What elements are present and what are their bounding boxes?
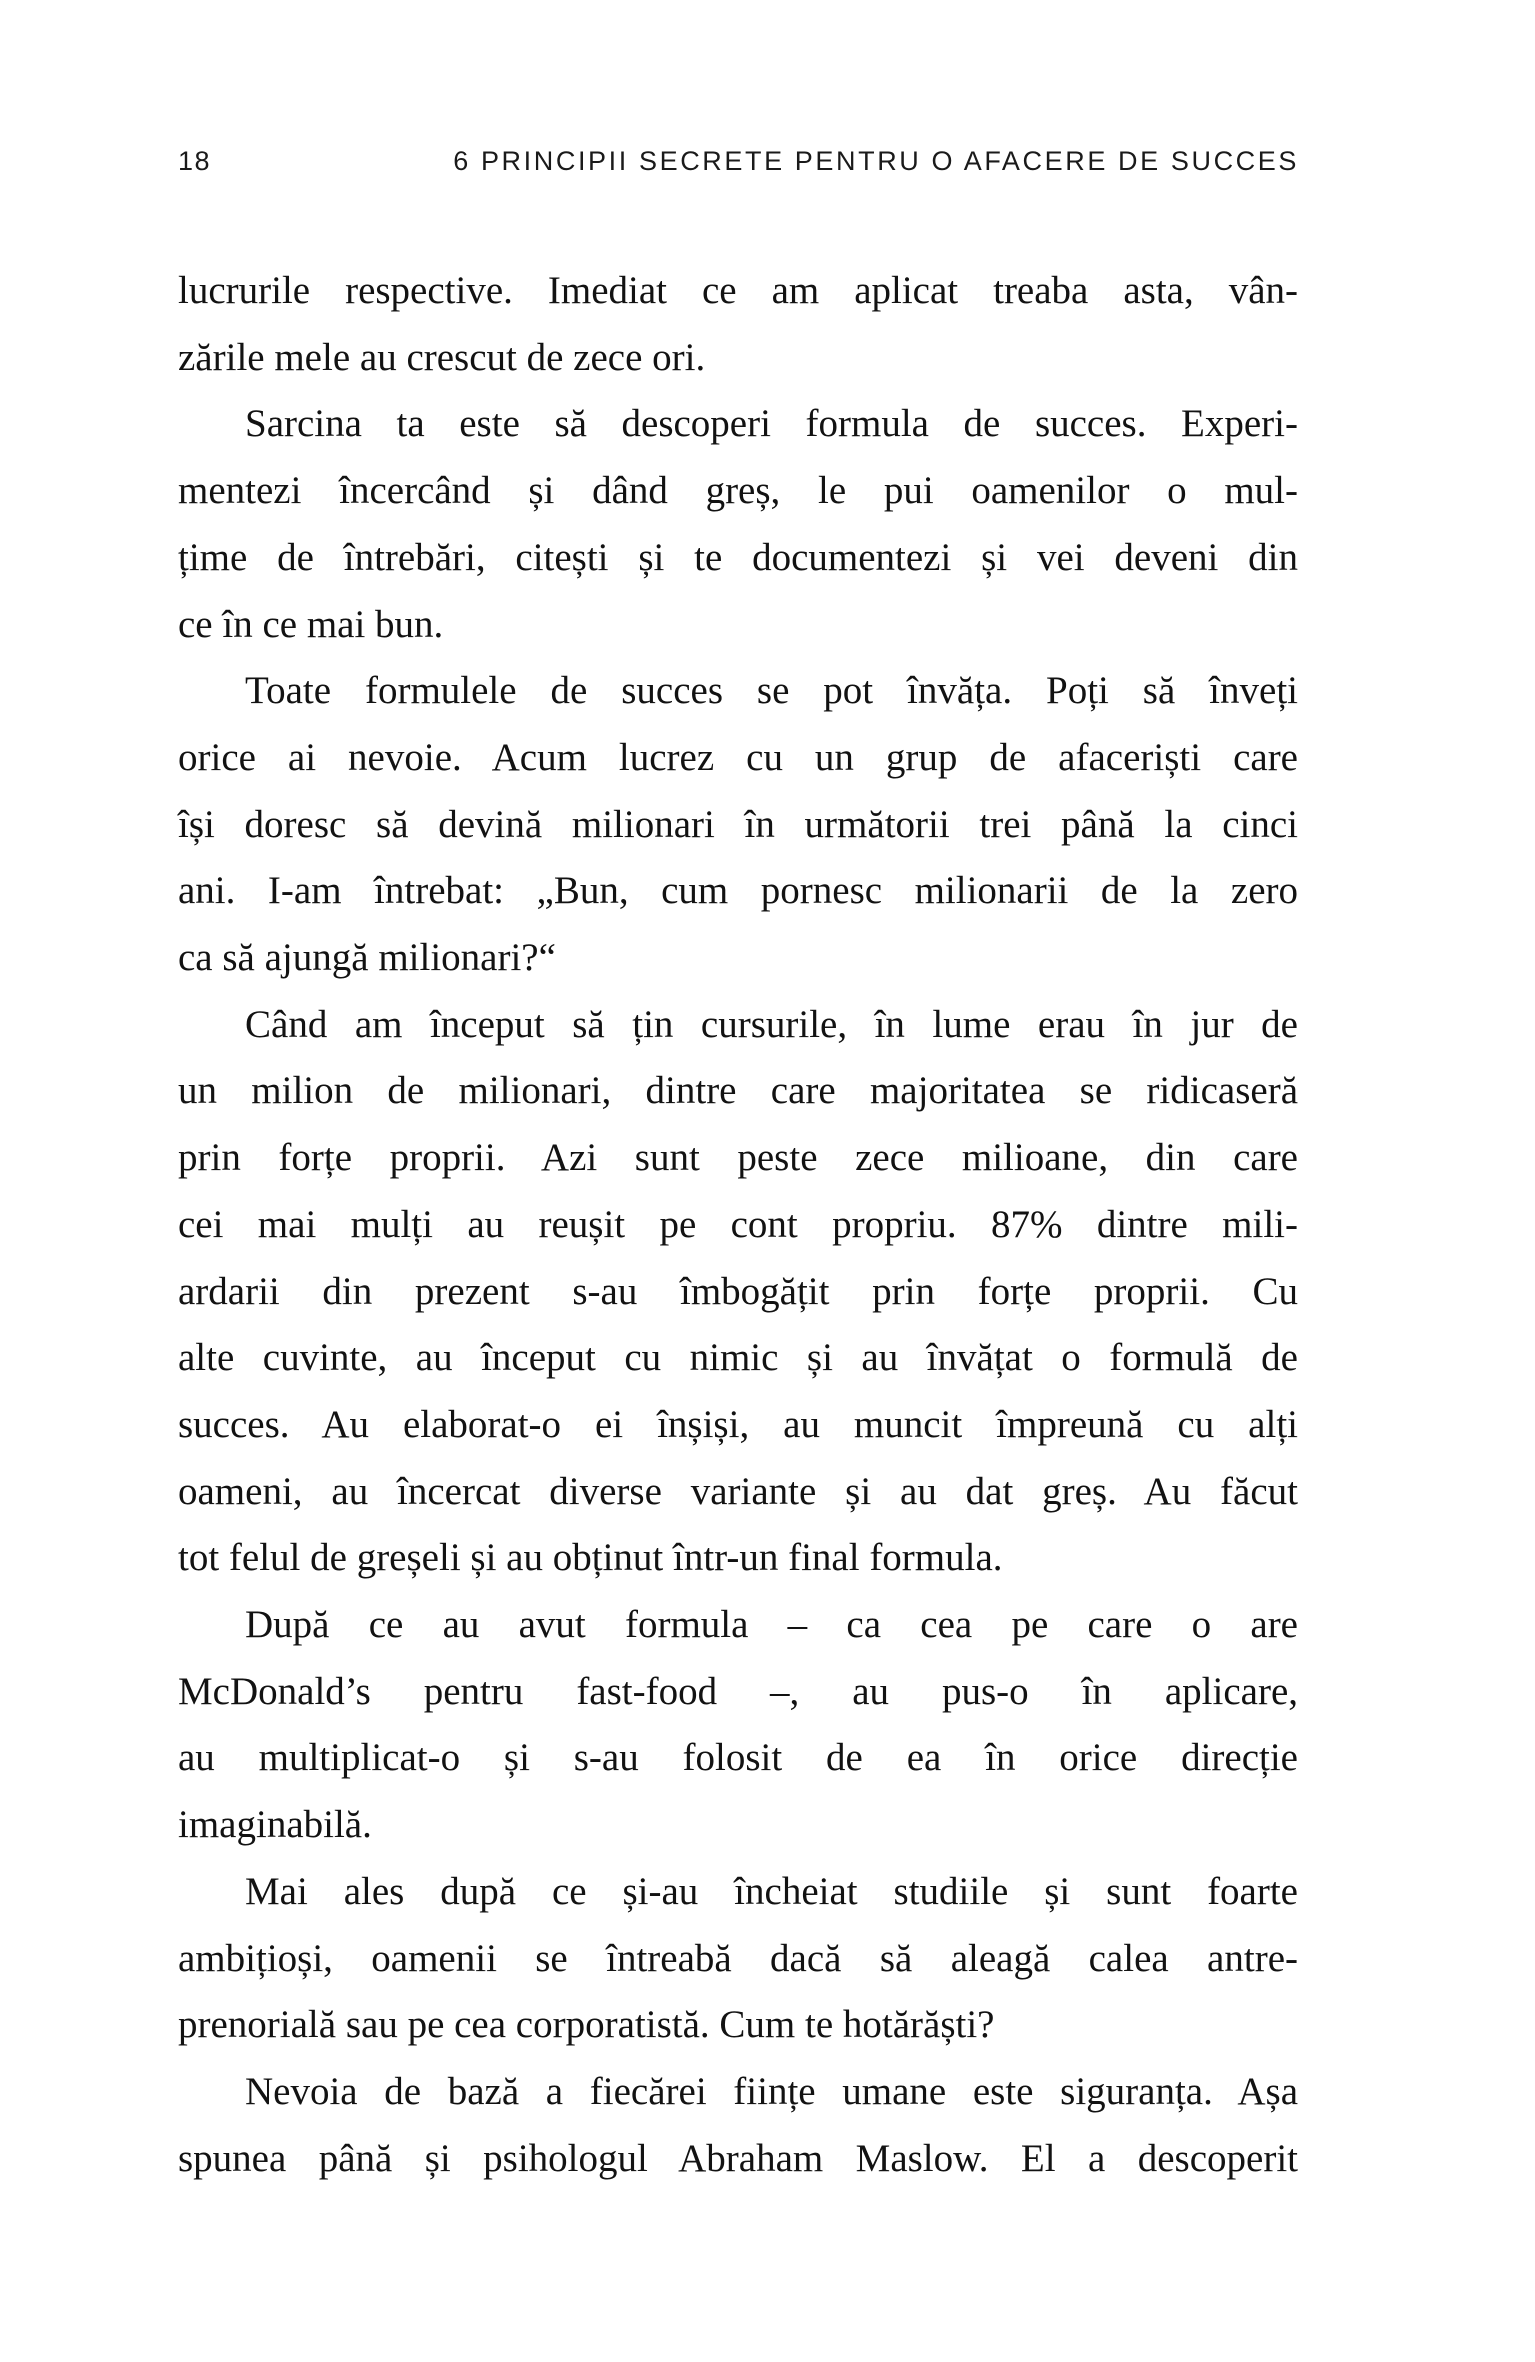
body-line: ardarii din prezent s-au îmbogățit prin forțe proprii. Cu [178, 1269, 1298, 1313]
body-line: lucrurile respective. Imediat ce am aplicat treaba asta, vân- [178, 269, 1298, 312]
body-line: prenorială sau pe cea corporatistă. Cum te hotărăști? [178, 2003, 995, 2047]
body-line: McDonald’s pentru fast-food –, au pus-o în aplicare, [178, 1669, 1298, 1713]
body-line: au multiplicat-o și s-au folosit de ea în orice direcție [178, 1736, 1298, 1780]
running-head-title: 6 PRINCIPII SECRETE PENTRU O AFACERE DE SUCCES [453, 146, 1299, 176]
running-header [178, 146, 1299, 176]
body-line: imaginabilă. [178, 1803, 372, 1847]
body-line: un milion de milionari, dintre care majoritatea se ridicaseră [178, 1069, 1298, 1113]
body-line: ca să ajungă milionari?“ [178, 936, 556, 980]
body-line: Toate formulele de succes se pot învăța. Poți să înveți [245, 669, 1298, 713]
body-line: tot felul de greșeli și au obținut într-un final formula. [178, 1536, 1003, 1580]
body-line: alte cuvinte, au început cu nimic și au învățat o formulă de [178, 1336, 1298, 1380]
body-line: Când am început să țin cursurile, în lume erau în jur de [245, 1002, 1298, 1046]
body-line: oameni, au încercat diverse variante și au dat greș. Au făcut [178, 1469, 1298, 1513]
body-line: prin forțe proprii. Azi sunt peste zece milioane, din care [178, 1136, 1298, 1180]
body-line: succes. Au elaborat-o ei înșiși, au muncit împreună cu alți [178, 1402, 1298, 1446]
page-number: 18 [178, 146, 212, 176]
body-line: ce în ce mai bun. [178, 602, 444, 646]
body-line: își doresc să devină milionari în următorii trei până la cinci [178, 802, 1298, 846]
body-line: ambițioși, oamenii se întreabă dacă să aleagă calea antre- [178, 1936, 1298, 1980]
body-line: ani. I-am întrebat: „Bun, cum pornesc milionarii de la zero [178, 869, 1298, 913]
body-line: Sarcina ta este să descoperi formula de succes. Experi- [245, 402, 1298, 446]
body-line: Nevoia de bază a fiecărei ființe umane este siguranța. Așa [245, 2069, 1298, 2113]
body-line: orice ai nevoie. Acum lucrez cu un grup de afaceriști care [178, 735, 1298, 779]
body-text [178, 258, 1298, 2192]
body-line: Mai ales după ce și-au încheiat studiile și sunt foarte [245, 1869, 1298, 1913]
body-line: După ce au avut formula – ca cea pe care o are [245, 1603, 1298, 1647]
body-line: cei mai mulți au reușit pe cont propriu. 87% dintre mili- [178, 1202, 1298, 1246]
body-line: mentezi încercând și dând greș, le pui oamenilor o mul- [178, 469, 1298, 513]
body-line: țime de întrebări, citești și te documentezi și vei deveni din [178, 535, 1298, 579]
body-line: spunea până și psihologul Abraham Maslow. El a descoperit [178, 2136, 1298, 2180]
body-line: zările mele au crescut de zece ori. [178, 335, 706, 379]
